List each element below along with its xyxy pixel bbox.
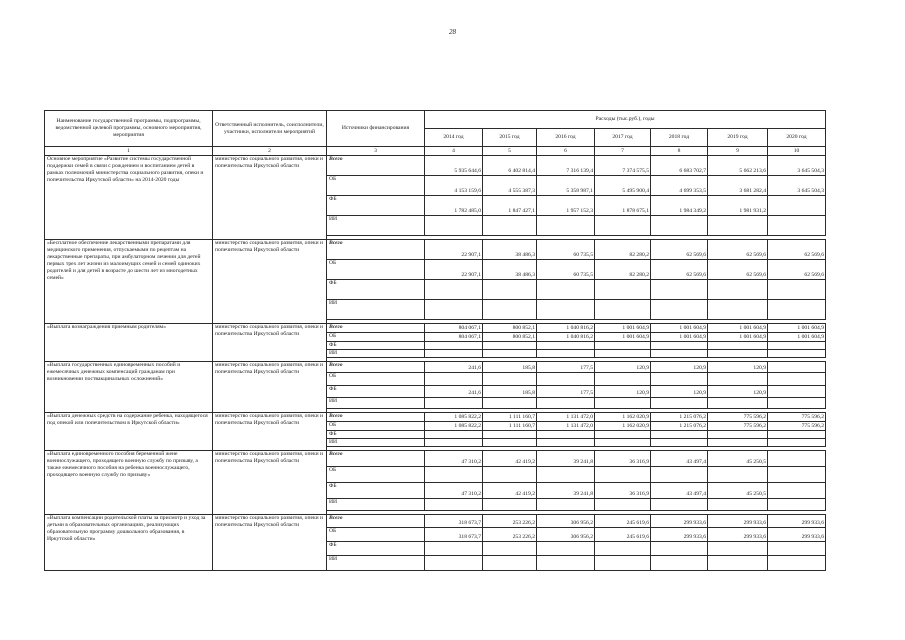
amount-cell: 60 735,5: [537, 260, 595, 280]
amount-cell: [768, 350, 826, 358]
amount-cell: 120,9: [595, 386, 651, 398]
amount-cell: [425, 439, 483, 447]
amount-cell: 185,8: [483, 362, 537, 373]
amount-cell: 38 486,3: [483, 240, 537, 260]
amount-cell: [483, 467, 537, 483]
amount-cell: [483, 280, 537, 300]
amount-cell: [425, 542, 483, 556]
amount-cell: 185,8: [483, 386, 537, 398]
amount-cell: 22 907,1: [425, 240, 483, 260]
amount-cell: 1 162 020,9: [595, 413, 651, 422]
amount-cell: 22 907,1: [425, 260, 483, 280]
funding-source: ФБ: [327, 196, 425, 216]
amount-cell: 1 040 816,2: [537, 333, 595, 342]
amount-cell: 82 280,2: [595, 240, 651, 260]
amount-cell: [768, 300, 826, 320]
amount-cell: 1 847 427,1: [483, 196, 537, 216]
amount-cell: 800 852,1: [483, 333, 537, 342]
amount-cell: [651, 373, 708, 386]
amount-cell: 120,9: [708, 386, 768, 398]
amount-cell: 1 162 020,9: [595, 422, 651, 431]
amount-cell: [768, 556, 826, 571]
amount-cell: 3 645 504,3: [768, 176, 826, 196]
amount-cell: 299 933,6: [651, 528, 708, 542]
amount-cell: 245 619,6: [595, 515, 651, 528]
header-expenses: Расходы (тыс.руб.), годы: [425, 111, 826, 129]
amount-cell: 177,5: [537, 362, 595, 373]
funding-source: Всего: [327, 156, 425, 176]
amount-cell: [651, 556, 708, 571]
amount-cell: 1 001 604,9: [708, 333, 768, 342]
amount-cell: [768, 386, 826, 398]
amount-cell: [595, 300, 651, 320]
header-year: 2016 год: [537, 129, 595, 147]
header-year: 2018 год: [651, 129, 708, 147]
amount-cell: 4 555 387,3: [483, 176, 537, 196]
amount-cell: [708, 556, 768, 571]
amount-cell: 1 001 604,9: [768, 333, 826, 342]
amount-cell: [651, 300, 708, 320]
amount-cell: [708, 373, 768, 386]
amount-cell: 1 001 604,9: [595, 333, 651, 342]
amount-cell: [483, 342, 537, 350]
amount-cell: [768, 373, 826, 386]
amount-cell: [708, 467, 768, 483]
amount-cell: 241,6: [425, 386, 483, 398]
funding-source: ОБ: [327, 176, 425, 196]
amount-cell: 1 981 931,2: [708, 196, 768, 216]
amount-cell: [483, 350, 537, 358]
amount-cell: [768, 280, 826, 300]
header-funding-source: Источники финансирования: [327, 111, 425, 147]
amount-cell: [595, 556, 651, 571]
amount-cell: 1 215 076,2: [651, 413, 708, 422]
funding-source: ОБ: [327, 422, 425, 431]
amount-cell: 5 358 987,1: [537, 176, 595, 196]
amount-cell: [483, 398, 537, 409]
amount-cell: [768, 342, 826, 350]
amount-cell: 245 619,6: [595, 528, 651, 542]
amount-cell: [595, 342, 651, 350]
header-year: 2017 год: [595, 129, 651, 147]
amount-cell: [425, 342, 483, 350]
amount-cell: 775 596,2: [708, 413, 768, 422]
amount-cell: 1 131 472,0: [537, 413, 595, 422]
amount-cell: 1 215 076,2: [651, 422, 708, 431]
amount-cell: 4 153 159,6: [425, 176, 483, 196]
column-number: 1: [45, 147, 213, 156]
header-year: 2015 год: [483, 129, 537, 147]
amount-cell: 5 935 644,6: [425, 156, 483, 176]
funding-source: ОБ: [327, 373, 425, 386]
table-row: [45, 240, 826, 260]
amount-cell: 4 699 353,5: [651, 176, 708, 196]
amount-cell: 45 250,5: [708, 451, 768, 467]
amount-cell: [425, 431, 483, 439]
activity-name: «Выплата денежных средств на содержание ребенка, находящегося под опекой или попечительством в Иркутской области»: [45, 413, 213, 451]
amount-cell: 7 316 139,4: [537, 156, 595, 176]
funding-source: ФБ: [327, 386, 425, 398]
amount-cell: 800 852,1: [483, 324, 537, 333]
amount-cell: [595, 398, 651, 409]
activity-name: «Бесплатное обеспечение лекарственными препаратами для медицинского применения, отпускаемыми по рецептам на лекарственные препараты, при амбулаторном лечении для детей первых трех лет жизни из малоимущих семей и семей одиноких родителей и для детей в возрасте до шести лет из многодетных семей»: [45, 240, 213, 324]
amount-cell: [768, 542, 826, 556]
amount-cell: [595, 216, 651, 236]
amount-cell: 62 569,6: [768, 240, 826, 260]
amount-cell: [595, 499, 651, 511]
amount-cell: 804 067,1: [425, 333, 483, 342]
amount-cell: 1 001 604,9: [595, 324, 651, 333]
header-responsible: Ответственный исполнитель, соисполнители, участники, исполнители мероприятий: [213, 111, 327, 147]
amount-cell: [651, 499, 708, 511]
header-year: 2014 год: [425, 129, 483, 147]
funding-source: ИИ: [327, 300, 425, 320]
amount-cell: 36 316,9: [595, 451, 651, 467]
amount-cell: [537, 350, 595, 358]
amount-cell: [768, 196, 826, 216]
amount-cell: [651, 542, 708, 556]
amount-cell: 1 001 604,9: [651, 333, 708, 342]
amount-cell: 1 984 349,2: [651, 196, 708, 216]
amount-cell: [708, 300, 768, 320]
amount-cell: 7 374 575,5: [595, 156, 651, 176]
amount-cell: [708, 431, 768, 439]
amount-cell: [768, 431, 826, 439]
amount-cell: [537, 373, 595, 386]
responsible-executor: министерство социального развития, опеки и попечительства Иркутской области: [213, 515, 327, 571]
table-row: [45, 362, 826, 373]
amount-cell: 82 280,2: [595, 260, 651, 280]
page-number: 28: [449, 28, 456, 36]
amount-cell: 120,9: [595, 362, 651, 373]
amount-cell: [483, 373, 537, 386]
column-number: 5: [483, 147, 537, 156]
table-row: [45, 413, 826, 422]
amount-cell: 120,9: [651, 362, 708, 373]
amount-cell: [595, 542, 651, 556]
amount-cell: [483, 542, 537, 556]
amount-cell: [708, 350, 768, 358]
amount-cell: [483, 300, 537, 320]
amount-cell: 299 933,6: [708, 528, 768, 542]
amount-cell: [425, 280, 483, 300]
activity-name: «Выплата вознаграждения приемным родителям»: [45, 324, 213, 362]
amount-cell: 6 402 814,4: [483, 156, 537, 176]
table-row: [45, 451, 826, 467]
amount-cell: 43 497,4: [651, 451, 708, 467]
amount-cell: 775 596,2: [708, 422, 768, 431]
funding-source: Всего: [327, 362, 425, 373]
amount-cell: 3 645 504,3: [768, 156, 826, 176]
amount-cell: [483, 556, 537, 571]
amount-cell: 775 596,2: [768, 413, 826, 422]
amount-cell: [768, 216, 826, 236]
funding-source: Всего: [327, 413, 425, 422]
header-year: 2019 год: [708, 129, 768, 147]
amount-cell: 253 226,2: [483, 515, 537, 528]
column-number: 9: [708, 147, 768, 156]
amount-cell: 62 569,6: [708, 240, 768, 260]
expenses-table: [44, 110, 826, 571]
amount-cell: 45 250,5: [708, 483, 768, 499]
amount-cell: [768, 483, 826, 499]
amount-cell: 42 419,2: [483, 451, 537, 467]
amount-cell: 299 933,6: [708, 515, 768, 528]
column-number: 8: [651, 147, 708, 156]
amount-cell: 299 933,6: [768, 528, 826, 542]
amount-cell: [708, 542, 768, 556]
amount-cell: [537, 499, 595, 511]
table-row: [45, 324, 826, 333]
amount-cell: 306 956,2: [537, 528, 595, 542]
amount-cell: 120,9: [651, 386, 708, 398]
amount-cell: [537, 556, 595, 571]
responsible-executor: министерство социального развития, опеки и попечительства Иркутской области: [213, 240, 327, 324]
column-number: 4: [425, 147, 483, 156]
amount-cell: [483, 499, 537, 511]
funding-source: ИИ: [327, 398, 425, 409]
header-program-name: Наименование государственной программы, подпрограммы, ведомственной целевой программы, основного мероприятия, мероприятия: [45, 111, 213, 147]
column-number: 7: [595, 147, 651, 156]
responsible-executor: министерство социального развития, опеки и попечительства Иркутской области: [213, 362, 327, 413]
amount-cell: 47 310,2: [425, 451, 483, 467]
amount-cell: 120,9: [708, 362, 768, 373]
amount-cell: [483, 216, 537, 236]
amount-cell: [425, 216, 483, 236]
amount-cell: [537, 280, 595, 300]
amount-cell: [425, 467, 483, 483]
amount-cell: [768, 439, 826, 447]
amount-cell: [768, 467, 826, 483]
amount-cell: 39 241,8: [537, 483, 595, 499]
amount-cell: [595, 280, 651, 300]
amount-cell: [425, 499, 483, 511]
amount-cell: 47 310,2: [425, 483, 483, 499]
funding-source: ИИ: [327, 499, 425, 511]
funding-source: ФБ: [327, 483, 425, 499]
funding-source: ФБ: [327, 342, 425, 350]
amount-cell: 299 933,6: [651, 515, 708, 528]
amount-cell: 36 316,9: [595, 483, 651, 499]
funding-source: ИИ: [327, 556, 425, 571]
amount-cell: 3 681 282,4: [708, 176, 768, 196]
funding-source: ИИ: [327, 439, 425, 447]
funding-source: Всего: [327, 451, 425, 467]
amount-cell: [425, 350, 483, 358]
amount-cell: 6 683 702,7: [651, 156, 708, 176]
funding-source: Всего: [327, 324, 425, 333]
amount-cell: 42 419,2: [483, 483, 537, 499]
amount-cell: 1 878 675,1: [595, 196, 651, 216]
activity-name: «Выплата компенсации родительской платы за присмотр и уход за детьми в образовательных организациях, реализующих образовательную программу дошкольного образования, в Иркутской области»: [45, 515, 213, 571]
responsible-executor: министерство социального развития, опеки и попечительства Иркутской области: [213, 156, 327, 240]
funding-source: Всего: [327, 515, 425, 528]
amount-cell: [537, 342, 595, 350]
amount-cell: [708, 499, 768, 511]
amount-cell: 1 111 160,7: [483, 413, 537, 422]
amount-cell: 775 596,2: [768, 422, 826, 431]
amount-cell: 804 067,1: [425, 324, 483, 333]
amount-cell: [425, 556, 483, 571]
responsible-executor: министерство социального развития, опеки и попечительства Иркутской области: [213, 451, 327, 515]
amount-cell: [651, 280, 708, 300]
amount-cell: 38 486,3: [483, 260, 537, 280]
amount-cell: [595, 439, 651, 447]
amount-cell: [425, 300, 483, 320]
amount-cell: [651, 467, 708, 483]
responsible-executor: министерство социального развития, опеки и попечительства Иркутской области: [213, 324, 327, 362]
amount-cell: [425, 373, 483, 386]
amount-cell: 1 131 472,0: [537, 422, 595, 431]
amount-cell: 1 957 152,3: [537, 196, 595, 216]
amount-cell: [595, 467, 651, 483]
amount-cell: 62 569,6: [651, 240, 708, 260]
amount-cell: 299 933,6: [768, 515, 826, 528]
amount-cell: [768, 499, 826, 511]
responsible-executor: министерство социального развития, опеки и попечительства Иркутской области: [213, 413, 327, 451]
amount-cell: 62 569,6: [768, 260, 826, 280]
amount-cell: [708, 398, 768, 409]
amount-cell: [651, 216, 708, 236]
funding-source: ФБ: [327, 542, 425, 556]
funding-source: Всего: [327, 240, 425, 260]
funding-source: ОБ: [327, 467, 425, 483]
amount-cell: [595, 431, 651, 439]
amount-cell: [768, 398, 826, 409]
amount-cell: 306 956,2: [537, 515, 595, 528]
amount-cell: [708, 342, 768, 350]
funding-source: ОБ: [327, 333, 425, 342]
amount-cell: 62 569,6: [708, 260, 768, 280]
amount-cell: [651, 342, 708, 350]
amount-cell: [651, 431, 708, 439]
amount-cell: 1 782 485,0: [425, 196, 483, 216]
funding-source: ИИ: [327, 216, 425, 236]
amount-cell: 5 662 213,6: [708, 156, 768, 176]
table-row: [45, 515, 826, 528]
amount-cell: 1 085 822,2: [425, 413, 483, 422]
amount-cell: [708, 216, 768, 236]
amount-cell: 1 001 604,9: [708, 324, 768, 333]
funding-source: ОБ: [327, 528, 425, 542]
amount-cell: 177,5: [537, 386, 595, 398]
amount-cell: 5 495 900,4: [595, 176, 651, 196]
amount-cell: [537, 431, 595, 439]
amount-cell: [595, 373, 651, 386]
amount-cell: 241,6: [425, 362, 483, 373]
table-row: [45, 156, 826, 176]
column-number: 6: [537, 147, 595, 156]
amount-cell: 1 040 816,2: [537, 324, 595, 333]
funding-source: ОБ: [327, 260, 425, 280]
amount-cell: [651, 439, 708, 447]
amount-cell: [651, 350, 708, 358]
amount-cell: [537, 300, 595, 320]
amount-cell: [537, 216, 595, 236]
amount-cell: 1 001 604,9: [768, 324, 826, 333]
amount-cell: [708, 280, 768, 300]
amount-cell: 318 673,7: [425, 528, 483, 542]
amount-cell: 39 241,8: [537, 451, 595, 467]
amount-cell: [595, 350, 651, 358]
amount-cell: [768, 362, 826, 373]
amount-cell: 318 673,7: [425, 515, 483, 528]
amount-cell: [483, 439, 537, 447]
amount-cell: 1 085 822,2: [425, 422, 483, 431]
funding-source: ФБ: [327, 431, 425, 439]
activity-name: «Выплата государственных единовременных пособий и ежемесячных денежных компенсаций гражданам при возникновении поствакцинальных осложнений»: [45, 362, 213, 413]
amount-cell: 43 497,4: [651, 483, 708, 499]
amount-cell: 1 111 160,7: [483, 422, 537, 431]
amount-cell: [537, 439, 595, 447]
amount-cell: [651, 398, 708, 409]
amount-cell: 253 226,2: [483, 528, 537, 542]
amount-cell: 60 735,5: [537, 240, 595, 260]
funding-source: ФБ: [327, 280, 425, 300]
activity-name: Основное мероприятие «Развитие системы государственной поддержки семей в связи с рождением и воспитанием детей в рамках полномочий министерства социального развития, опеки и попечительства Иркутской области» на 2014-2020 годы: [45, 156, 213, 240]
funding-source: ИИ: [327, 350, 425, 358]
column-number: 10: [768, 147, 826, 156]
amount-cell: [708, 439, 768, 447]
amount-cell: [537, 542, 595, 556]
activity-name: «Выплата единовременного пособия беременной жене военнослужащего, проходящего военную службу по призыву, а также ежемесячного пособия на ребенка военнослужащего, проходящего военную службу по призыву»: [45, 451, 213, 515]
amount-cell: [425, 398, 483, 409]
amount-cell: [768, 451, 826, 467]
amount-cell: [537, 398, 595, 409]
column-number: 2: [213, 147, 327, 156]
amount-cell: 62 569,6: [651, 260, 708, 280]
amount-cell: [537, 467, 595, 483]
amount-cell: [483, 431, 537, 439]
column-number: 3: [327, 147, 425, 156]
amount-cell: 1 001 604,9: [651, 324, 708, 333]
header-year: 2020 год: [768, 129, 826, 147]
